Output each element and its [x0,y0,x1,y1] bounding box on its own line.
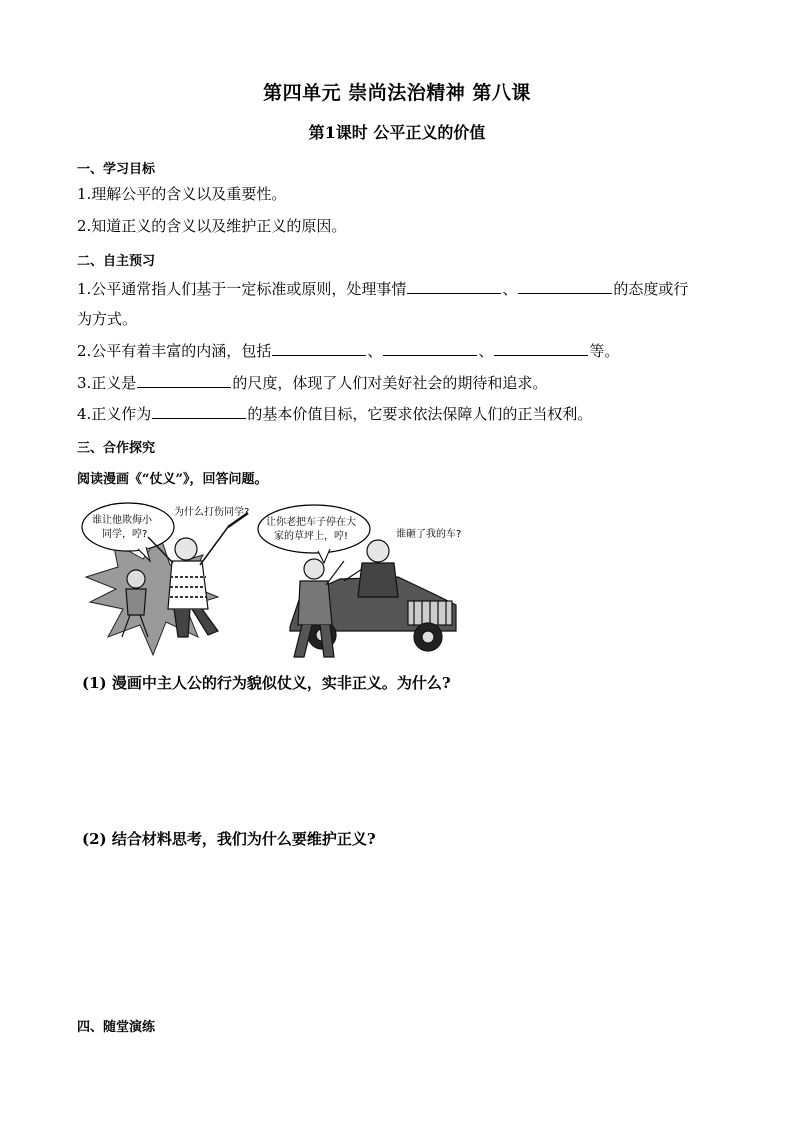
preview-q2-text-a: 2.公平有着丰富的内涵，包括 [77,342,272,360]
section-explore-heading: 三、合作探究 [77,441,156,456]
preview-q1-text-b: 的态度或行 [613,280,689,298]
comic-illustration [78,497,478,667]
preview-q2-text-b: 等。 [589,342,620,360]
section-practice-heading: 四、随堂演练 [77,1020,156,1035]
question-1: (1) 漫画中主人公的行为貌似仗义，实非正义。为什么? [82,674,451,692]
preview-q1-text-a: 1.公平通常指人们基于一定标准或原则，处理事情 [77,280,407,298]
bubble-4-text: 谁砸了我的车? [396,529,462,540]
bubble-3-line-1: 让你老把车子停在大 [266,517,356,528]
page-subtitle: 第1课时 公平正义的价值 [308,123,486,142]
blank-q3-1[interactable] [137,371,231,388]
question-2: (2) 结合材料思考，我们为什么要维护正义? [82,830,376,848]
page-title: 第四单元 崇尚法治精神 第八课 [263,82,531,104]
preview-q1-sep: 、 [502,280,518,298]
blank-q2-2[interactable] [383,339,477,356]
bubble-3-line-2: 家的草坪上，哼! [274,531,349,542]
goal-2: 2.知道正义的含义以及维护正义的原因。 [77,217,347,235]
preview-q4-text-b: 的基本价值目标，它要求依法保障人们的正当权利。 [247,405,593,423]
preview-q2-sep1: 、 [367,342,383,360]
speech-bubble-3 [258,505,370,553]
preview-q3-text-b: 的尺度，体现了人们对美好社会的期待和追求。 [232,374,548,392]
preview-q3 [77,371,547,394]
blank-q2-1[interactable] [272,339,366,356]
blank-q4-1[interactable] [152,402,246,419]
explore-intro: 阅读漫画《“仗义”》，回答问题。 [77,472,268,487]
section-preview-heading: 二、自主预习 [77,254,156,269]
preview-q1-cont: 为方式。 [77,310,138,328]
goal-1: 1.理解公平的含义以及重要性。 [77,185,287,203]
bubble-1-line-1: 谁让他欺侮小 [92,515,152,526]
blank-q2-3[interactable] [494,339,588,356]
blank-q1-1[interactable] [407,277,501,294]
section-goals-heading: 一、学习目标 [77,162,156,177]
preview-q4 [77,402,592,425]
blank-q1-2[interactable] [518,277,612,294]
preview-q2 [77,339,619,362]
preview-q2-sep2: 、 [478,342,494,360]
speech-bubble-1 [82,503,174,551]
preview-q3-text-a: 3.正义是 [77,374,137,392]
preview-q4-text-a: 4.正义作为 [77,405,152,423]
bubble-2-text: 为什么打伤同学? [174,507,250,518]
preview-q1 [77,277,688,300]
bubble-1-line-2: 同学，哼? [102,529,148,540]
